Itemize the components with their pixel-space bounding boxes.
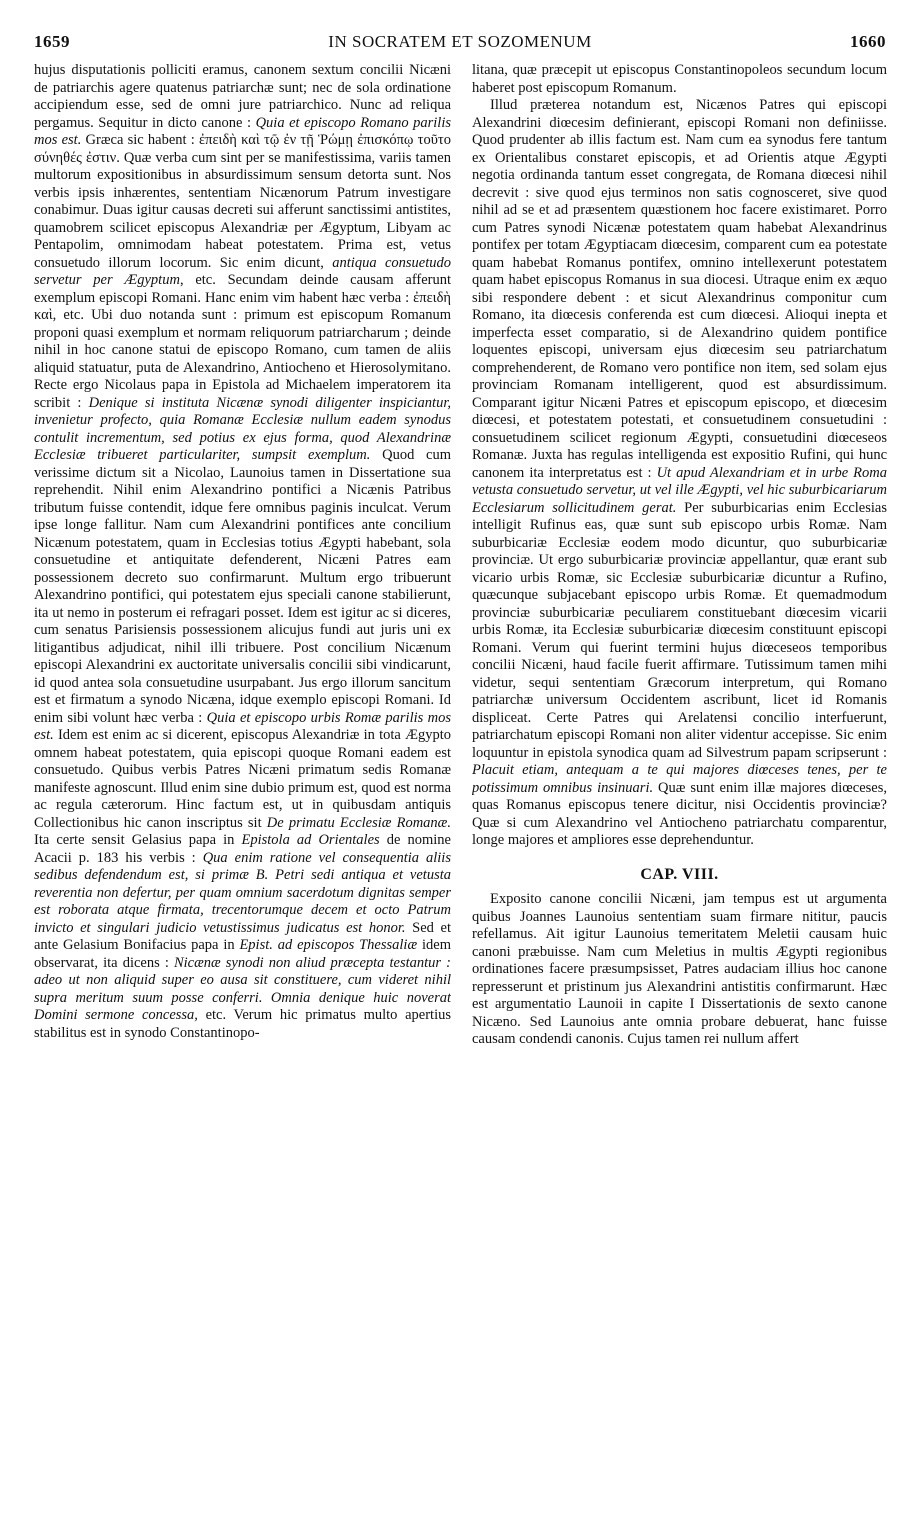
paragraph [472, 891, 887, 1049]
quotation-italic: Placuit etiam, antequam a te qui majores diœceses tenes, per te potissimum omnibus insinuari. [472, 762, 887, 796]
text-run: Sed et ante Gelasium Bonifacius papa in [34, 919, 451, 953]
citation-italic: Epist. ad episcopos Thessaliæ [239, 937, 418, 953]
text-run: litana, quæ præcepit ut episcopus Constantinopoleos secundum locum haberet post episcopum Romanum. [472, 62, 887, 96]
text-run: etc. Verum hic primatus multo apertius stabilitus est in synodo Constantinopo- [34, 1007, 451, 1041]
page-header [34, 32, 886, 56]
text-run: Quæ sunt enim illæ majores diœceses, quas Romanus episcopus tenere dicitur, nisi Occidentis provinciæ? Quæ si cum Alexandrino vel Antiocheno patriarchatu comparentur, longe majores et ampliores esse deprehenduntur. [472, 779, 887, 848]
right-column [472, 62, 887, 1522]
text-run: Idem est enim ac si dicerent, episcopus Alexandriæ in tota Ægypto omnem habeat potestatem, quia episcopi quoque Romani eadem est consuetudo. Quibus verbis Patres Nicæni primatum sedis Romanæ manifeste agnoscunt. Illud enim sine dubio primum est, quod est norma ac regula cæterorum. Hinc factum est, ut in quibusdam antiquis Collectionibus hic canon inscriptus sit [34, 727, 451, 831]
text-run: Exposito canone concilii Nicæni, jam tempus est ut argumenta quibus Joannes Launoius sententiam suam firmare nititur, paucis refellamus. Ait igitur Launoius temeritatem Meletii causam huic canoni præbuisse. Nam cum Meletius in multis Ægypti regionibus ordinationes facere præsumpsisset, Patres audaciam illius hoc canone represserunt et pristinum jus Alexandrini antistitis confirmarunt. Hæc est argumentatio Launoii in capite I Dissertationis de sexto canone Nicæno. Sed Launoius ante omnia probare debuerat, hanc fuisse causam condendi canonis. Cujus tamen rei nullum affert [472, 891, 887, 1047]
text-run: Quod cum verissime dictum sit a Nicolao, Launoius tamen in Dissertatione sua reprehendit. Nihil enim Alexandrino pontifici a Nicænis Patribus tributum fuisse contendit, idque fere omnibus paginis inculcat. Verum ipse longe fallitur. Nam cum Alexandrini pontifices ante concilium Nicænum potestatem, quam in Ecclesias totius Ægypti habebant, sola consuetudine et antiquitate defenderent, Nicæni Patres eam possessionem decreto suo confirmarunt. Multum ergo tribuerunt Alexandrino pontifici, qui potestatem ejus speciali canone stabilierunt, ita ut nemo in posterum ei refragari posset. Idem est igitur ac si diceres, cum senatus Parisiensis possessionem alicujus fundi aut juris uni ex litigantibus adjudicat, nihil illi tribuere. Post concilium Nicænum episcopi Alexandrini ex auctoritate universalis concilii sibi vindicarunt, id quod antea sola consuetudine usurpabant. Jus ergo illorum sancitum est et firmatum a synodo Nicæna, idque exemplo episcopi Romani. Id enim sibi volunt hæc verba : [34, 447, 451, 726]
left-column [34, 62, 451, 1522]
quotation-italic: Quia et episcopo Romano parilis mos est. [34, 114, 451, 148]
text-run: Græca sic habent : ἐπειδὴ καὶ τῷ ἐν τῇ Ῥώμῃ ἐπισκόπῳ τοῦτο σύνηθές ἐστιν. Quæ verba cum sint per se manifestissima, variis tamen multorum expositionibus in absurdissimum sensum detorta sunt. Nos verbis ipsis inhærentes, sententiam Nicænorum Patrum investigare conabimur. Duas igitur causas decreti sui afferunt sanctissimi antistites, quamobrem scilicet episcopus Alexandriæ per Ægyptum, Libyam ac Pentapolim, omnimodam habeat potestatem. Prima est, vetus consuetudo illorum locorum. Sic enim dicunt, [34, 132, 451, 271]
text-run: , etc. Secundam deinde causam afferunt exemplum episcopi Romani. Hanc enim vim habent hæc verba : ἐπειδὴ καὶ, etc. Ubi duo notanda sunt : primum est episcopum Romanum proponi quasi exemplum et normam reliquorum patriarcharum ; deinde nihil in hoc canone statui de episcopo Romano, cum tamen de aliis aliquid statuatur, puta de Alexandrino, Antiocheno et Hierosolymitano. Recte ergo Nicolaus papa in Epistola ad Michaelem imperatorem ita scribit : [34, 272, 451, 411]
paragraph [472, 62, 887, 97]
page-number-left: 1659 [34, 32, 70, 51]
running-title: IN SOCRATEM ET SOZOMENUM [328, 32, 592, 51]
text-run: Ita certe sensit Gelasius papa in [34, 832, 242, 848]
text-run: idem observarat, ita dicens : [34, 937, 451, 971]
paragraph [34, 62, 451, 1042]
quotation-italic: Qua enim ratione vel consequentia aliis sedibus defendendum est, si primæ B. Petri sedi antiqua et vetusta reverentia non defertur, per quam omnium sacerdotum dignitas semper est roborata atque firmata, trecentorumque decem et octo Patrum invicto et singulari judicio vetustissimus judicatus est honor. [34, 849, 451, 936]
chapter-heading: CAP. VIII. [640, 865, 719, 883]
quotation-italic: Nicænæ synodi non aliud præcepta testantur : adeo ut non aliquid super eo ausa sit constituere, cum videret nihil supra meritum suum posse conferri. Omnia denique huic noverat Domini sermone concessa, [34, 954, 451, 1023]
quotation-italic: Ut apud Alexandriam et in urbe Roma vetusta consuetudo servetur, ut vel ille Ægypti, vel hic suburbicariarum Ecclesiarum sollicitudinem gerat. [472, 464, 887, 516]
text-run: Illud præterea notandum est, Nicænos Patres qui episcopi Alexandrini diœcesim definierant, episcopi Romani non definiisse. Quod prudenter ab illis factum est. Nam cum ea synodus fere tantum ex Orientalibus constaret episcopis, et ad Orientis atque Ægypti negotia ordinanda tantum esset congregata, de Romana diœcesi nihil decrevit : sive quod ejus terminos non satis cognosceret, sive quod nihil ad se et ad præsentem quæstionem hoc facere existimaret. Porro cum Patres synodi Nicænæ potestatem quam habebat Alexandrinus pontifex per totam Ægyptiacam diœcesim, comparent cum ea potestate quam habebat Romanus pontifex, omnino intellexerunt potestatem quam habet episcopus Romanus in sua diocesi. Utraque enim ex æquo sibi respondere debent : et sicut Alexandrinus componitur cum Romano, ita diœcesis conferenda est cum diœcesi. Alioqui inepta et imperfecta esset comparatio, si de Alexandrino quidem pontifice loquentes episcopi, universam ejus diœcesim seu patriarchatum comprehenderent, de Romano vero pontifice non item, sed solam ejus provinciam Romanam intelligerent, quod est absurdissimum. Comparant igitur Nicæni Patres et episcopum episcopo, et diœcesim diœcesi, et potestatem potestati, et consuetudinem consuetudini : consuetudinem scilicet regionum Ægypti, consuetudini diœceseos Romanæ. Juxta has regulas intelligenda est expositio Rufini, qui hunc canonem ita interpretatus est : [472, 97, 887, 481]
quotation-italic: antiqua consuetudo servetur per Ægyptum [34, 254, 451, 288]
quotation-italic: De primatu Ecclesiæ Romanæ. [266, 814, 451, 831]
text-run: hujus disputationis polliciti eramus, canonem sextum concilii Nicæni de patriarchis agere quatenus patriarchæ sunt; nec de sola ordinatione accipiendum esse, sed de omni jure patriarchico. Nunc ad reliqua pergamus. Sequitur in dicto canone : [34, 62, 451, 131]
page-number-right: 1660 [850, 32, 886, 51]
text-run: Per suburbicarias enim Ecclesias intelligit Rufinus eas, quæ sunt sub episcopo urbis Romæ. Nam suburbicariæ Ecclesiæ eodem modo dicuntur, quo suburbicariæ provinciæ. Ut ergo suburbicariæ provinciæ appellantur, quæ erant sub vicario urbis Romæ, sic Ecclesiæ suburbicariæ dicuntur a Rufino, quæcunque subjacebant episcopo urbis Romæ. Et quemadmodum provinciæ suburbicariæ peculiarem constituebant diœcesim vicarii urbis Romæ, ita Ecclesiæ suburbicariæ diœcesim constituunt episcopi Romani. Verum qui fuerint termini hujus diœceseos temporibus concilii Nicæni, haud facile fuerit affirmare. Tutissimum tamen mihi videtur, sequi sententiam Græcorum interpretum, qui Romano patriarchæ universum Occidentem ascribunt, licet id Romanis displiceat. Certe Patres qui Arelatensi concilio interfuerunt, patriarchatum episcopi Romani non aliter videntur accepisse. Sic enim loquuntur in epistola synodica quam ad Silvestrum papam scripserunt : [472, 499, 887, 761]
citation-italic: Epistola ad Orientales [241, 832, 380, 848]
paragraph [472, 97, 887, 850]
quotation-italic: Quia et episcopo urbis Romæ parilis mos est. [34, 709, 451, 743]
quotation-italic: Denique si instituta Nicænæ synodi diligenter inspiciantur, invenietur profecto, quia Romanæ Ecclesiæ nullum eadem synodus contulit incrementum, sed potius ex ejus forma, quod Alexandrinæ Ecclesiæ tribueret particulariter, sumpsit exemplum. [34, 394, 451, 463]
text-run: de nomine Acacii p. 183 his verbis : [34, 832, 451, 866]
